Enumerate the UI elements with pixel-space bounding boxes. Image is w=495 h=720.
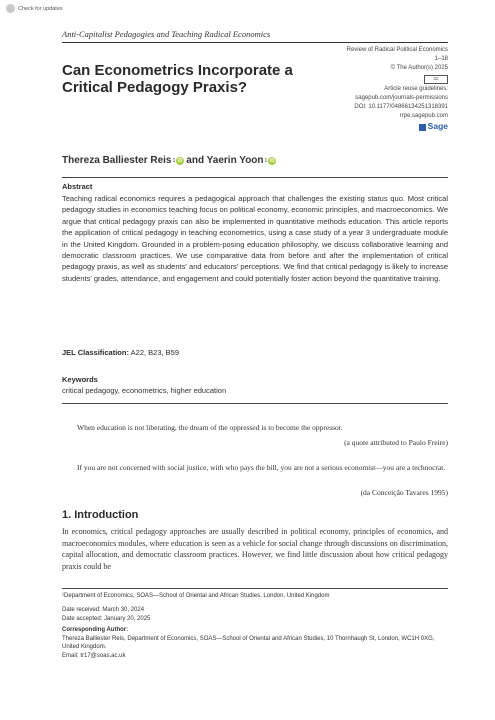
- page-range: 1–18: [434, 56, 448, 63]
- corresponding-author-text: Thereza Balliester Reis, Department of Economics, SOAS—School of Oriental and African Studies, 10 Thornhaugh St, London, WC1H 0XG, United Kingdom.: [62, 635, 435, 651]
- footnote-divider: [62, 588, 448, 589]
- running-head: Anti-Capitalist Pedagogies and Teaching Radical Economics: [62, 29, 271, 39]
- author-2-affiliation-mark: 1: [264, 157, 268, 164]
- date-received: Date received: March 30, 2024: [62, 607, 145, 613]
- cc-license-icon[interactable]: cc: [424, 75, 448, 84]
- jel-classification: [62, 348, 179, 357]
- date-accepted: Date accepted: January 20, 2025: [62, 615, 151, 622]
- check-for-updates-badge[interactable]: [6, 4, 63, 13]
- publisher-name: Sage: [427, 121, 448, 132]
- journal-meta: [320, 46, 448, 135]
- author-line: [62, 155, 278, 166]
- permissions-link[interactable]: sagepub.com/journals-permissions: [355, 94, 448, 101]
- epigraph-2: If you are not concerned with social justice, with who pays the bill, you are not a serious economist—you are a technocrat.: [77, 463, 446, 472]
- epigraph-1-attribution: (a quote attributed to Paulo Freire): [344, 438, 448, 447]
- header-divider: [62, 42, 448, 43]
- section-heading: 1. Introduction: [62, 509, 139, 521]
- abstract-text: Teaching radical economics requires a pedagogical approach that challenges the existing status quo. Most critical pedagogy studies in economics teaching focus on political economy, economic principles, and macroeconomics. We argue that critical pedagogy praxis can also be implemented in quantitative methods education. This article reports the application of critical pedagogy in teaching econometrics, using a case study of a year 3 undergraduate module in the United Kingdom. Grounded in a problem-posing education philosophy, we discuss collaborative learning and democratic classroom practices. We use comparative data from before and after the implementation of critical pedagogy praxis, as well as students' and educators' perceptions. We find that critical pedagogy is likely to increase students' grades, attendance, and engagement and could potentially foster action beyond the quantitative training.: [62, 194, 448, 283]
- update-icon: [6, 4, 15, 13]
- jel-label: JEL Classification:: [62, 348, 129, 357]
- reuse-guidelines: Article reuse guidelines:: [384, 85, 448, 92]
- abstract-heading: Abstract: [62, 182, 93, 191]
- email-link[interactable]: Email: tr17@soas.ac.uk: [62, 652, 126, 659]
- dates-note: [62, 606, 448, 623]
- author-2[interactable]: and Yaerin Yoon: [186, 155, 264, 166]
- corresponding-author-label: Corresponding Author:: [62, 627, 129, 633]
- jel-codes: A22, B23, B59: [130, 348, 180, 357]
- check-for-updates-label: Check for updates: [18, 5, 63, 12]
- abstract-divider: [62, 177, 448, 178]
- keywords-divider: [62, 403, 448, 404]
- author-1-affiliation-mark: 1: [172, 157, 176, 164]
- orcid-icon[interactable]: iD: [177, 157, 183, 164]
- article-title: Can Econometrics Incorporate a Critical Pedagogy Praxis?: [62, 62, 293, 96]
- epigraph-1: When education is not liberating, the dream of the oppressed is to become the oppressor.: [77, 423, 343, 432]
- keywords-heading: Keywords: [62, 375, 98, 384]
- journal-name: Review of Radical Political Economics: [346, 47, 448, 53]
- corresponding-author-note: [62, 626, 448, 660]
- sage-logo-icon: [419, 124, 426, 131]
- copyright: © The Author(s) 2025: [390, 65, 448, 72]
- orcid-icon[interactable]: iD: [269, 157, 275, 164]
- sage-logo: [419, 122, 448, 131]
- doi-link[interactable]: DOI: 10.1177/04866134251318391: [354, 104, 448, 111]
- keywords-text: critical pedagogy, econometrics, higher education: [62, 386, 227, 395]
- introduction-text: In economics, critical pedagogy approaches are usually described in political economy, principles of economics, and macroeconomics modules, where education is seen as a vehicle for social change through discussions on discrimination, capital allocation, and democratic classroom practices. However, we find little discussion about how critical pedagogy praxis could be: [62, 527, 448, 571]
- affiliation-note: ¹Department of Economics, SOAS—School of Oriental and African Studies, London, United Kingdom: [62, 593, 330, 599]
- journal-url-link[interactable]: rrpe.sagepub.com: [399, 113, 448, 120]
- author-1[interactable]: Thereza Balliester Reis: [62, 155, 172, 166]
- epigraph-2-attribution: (da Conceição Tavares 1995): [360, 488, 448, 497]
